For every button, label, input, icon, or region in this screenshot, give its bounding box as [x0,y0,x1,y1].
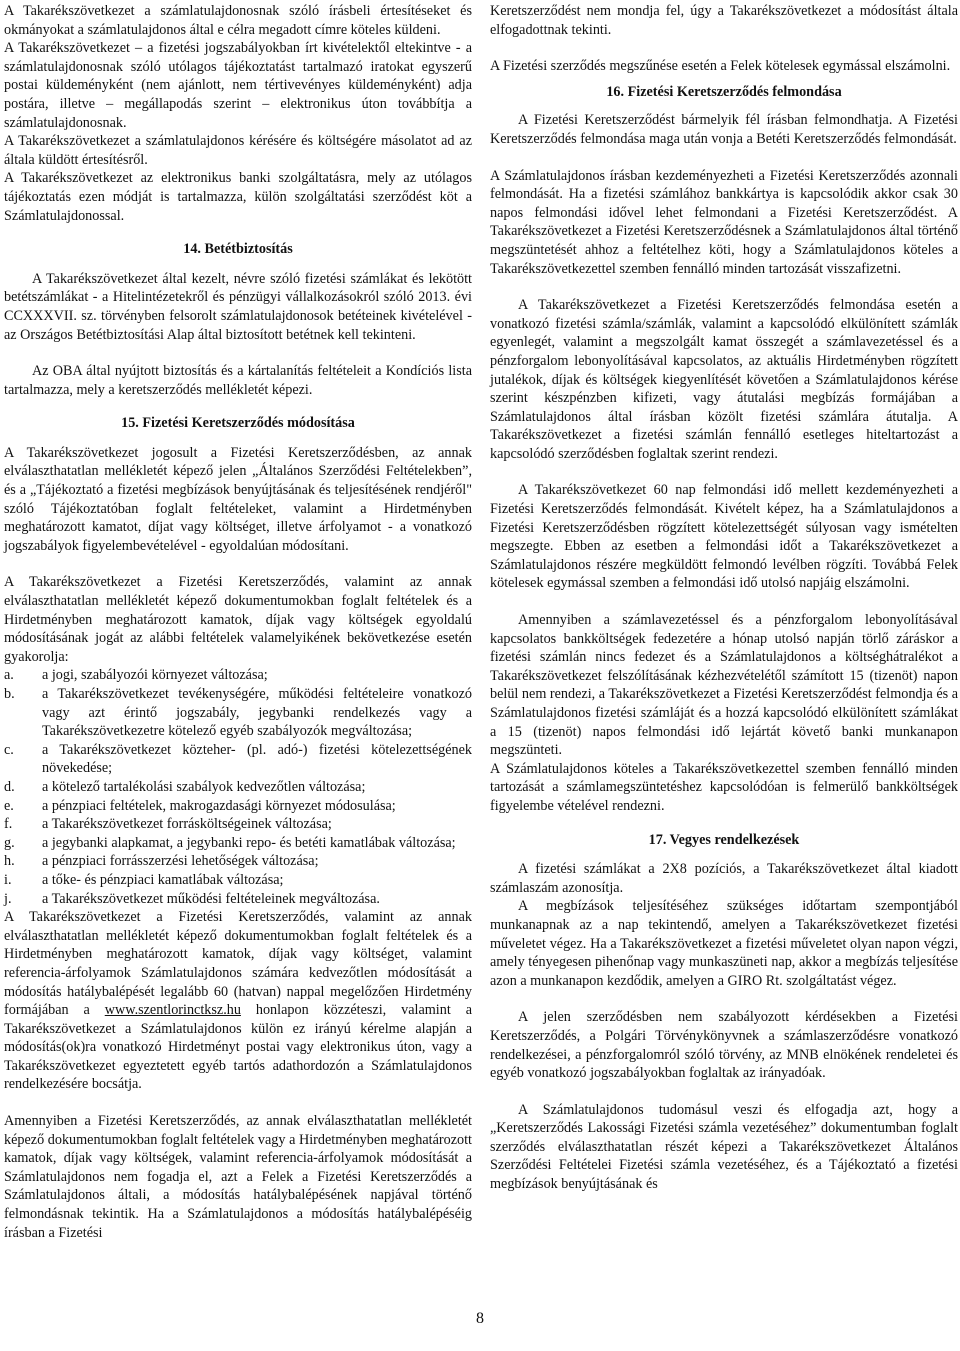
paragraph-acceptance: Keretszerződést nem mondja fel, úgy a Takarékszövetkezet a módosítást általa elfogadottnak tekinti. [490,3,958,38]
paragraph-immediate-termination: A Számlatulajdonos írásban kezdeményezheti a Fizetési Keretszerződés azonnali felmondását. Ha a fizetési számlához bankkártya is kapcsolódik akkor csak 30 napos felmondási idővel lehet felmondani a Fizetési Keretszerződést. A Takarékszövetkezet a Fizetési Keretszerződésnek a Számlatulajdonos által történő megszüntetését ahhoz a feltételhez köti, hogy a Számlatulajdonos köteles a Takarékszövetkezettel szemben fennálló minden tartozását visszafizetni. [490,167,958,277]
paragraph-termination: A Fizetési Keretszerződést bármelyik fél írásban felmondhatja. A Fizetési Keretszerződés felmondása maga után vonja a Betéti Keretszerződés felmondását. [490,112,958,147]
list-item: j. a Takarékszövetkezet működési feltételeinek megváltozása. [4,890,380,907]
list-item: e. a pénzpiaci feltételek, makrogazdasági környezet módosulása; [4,797,396,814]
list-item: c. a Takarékszövetkezet közteher- (pl. adó-) fizetési kötelezettségének növekedése; [4,741,472,777]
left-column [4,2,472,1242]
page-number: 8 [476,1310,484,1327]
website-link[interactable]: www.szentlorinctksz.hu [104,1002,241,1019]
paragraph-termination-settlement: A Takarékszövetkezet a Fizetési Keretszerződés felmondása esetén a vonatkozó fizetési számla/számlák, valamint a kapcsolódó elkülönített számlák egyenlegét, valamint a megszolgált kamat összegét a számlavezetéssel és a pénzforgalom lebonyolításával kapcsolatos, az aktuális Hirdetményben rögzített jutalékok, díjak és költségek kiegyenlítését követően a Számlatulajdonos kérése szerint készpénzben kifizeti, vagy átutalási megbízás formájában a Számlatulajdonos által írásban közölt fizetési számlára átutalja. A Takarékszövetkezet a fizetési számlán fennálló esetleges hiteltartozást a kapcsolódó szerződésben foglaltak szerint rendezi. [490,297,958,462]
condition-list [4,666,472,908]
section-heading-16: 16. Fizetési Keretszerződés felmondása [606,83,842,100]
paragraph-copy-request: A Takarékszövetkezet a számlatulajdonos kérésére és költségére másolatot ad az általa küldött értesítésről. [4,133,472,168]
paragraph-deposit-insurance: A Takarékszövetkezet által kezelt, névre szóló fizetési számlákat és lekötött betétszámlákat - a Hitelintézetekről és pénzügyi vállalkozásokról szóló 2013. évi CCXXXVII. sz. törvényben felsorolt számlatulajdonosok betéteinek kivételével - az Országos Betétbiztosítási Alap által biztosított betétnek kell tekinteni. [4,270,472,343]
list-item: h. a pénzpiaci forrásszerzési lehetőségek változása; [4,853,319,870]
paragraph-debt-settlement: A Számlatulajdonos köteles a Takarékszövetkezettel szemben fennálló minden tartozását a számlamegszüntetéshez kapcsolódóan is felmerülő bankköltségek figyelembe vételével rendezni. [490,760,958,814]
paragraph-notice-period: A Takarékszövetkezet 60 nap felmondási idő mellett kezdeményezheti a Fizetési Keretszerződés felmondását. Kivételt képez, ha a Számlatulajdonos a Fizetési Keretszerződésben rögzített kötelezettségét súlyosan vagy ismételten megszegte. Ebben az esetben a felmondási időt a Takarékszövetkezet a Számlatulajdonos részére megküldött felmondó levélben rögzíti. Továbbá Felek kötelesek egymással szemben a felmondási idő utolsó napjáig elszámolni. [490,482,958,592]
paragraph-acknowledgement: A Számlatulajdonos tudomásul veszi és elfogadja azt, hogy a „Keretszerződés Lakossági Fizetési számla vezetéséhez” dokumentumban foglalt szerződés elválaszthatatlan részét képezi a Takarékszövetkezet Általános Szerződési Feltételei Fizetési számla vezetéséhez, és a Tájékoztató a fizetési megbízások benyújtásának és [490,1101,958,1193]
paragraph-non-acceptance: Amennyiben a Fizetési Keretszerződés, az annak elválaszthatatlan mellékletét képező dokumentumokban foglalt feltételek vagy a Hirdetményben meghatározott kamatok, díjak vagy költségek, valamint referencia-árfolyamok módosítását a Számlatulajdonos nem fogadja el, azt a Felek a Fizetési Keretszerződés a Számlatulajdonos általi, a módosítás hatálybalépésének napjával történő felmondásnak tekintik. Ha a Számlatulajdonos a módosítás hatálybalépéséig írásban a Fizetési [4,1113,472,1241]
section-heading-15: 15. Fizetési Keretszerződés módosítása [121,415,355,432]
paragraph-governing-law: A jelen szerződésben nem szabályozott kérdésekben a Fizetési Keretszerződés, a Polgári Törvénykönyvnek a számlaszerződésre vonatkozó rendelkezései, a pénzforgalomról szóló törvény, az MNB elnökének rendeletei és egyéb vonatkozó jogszabályokban foglaltak az irányadóak. [490,1009,958,1082]
list-item: b. a Takarékszövetkezet tevékenységére, működési feltételeire vonatkozó vagy azt érintő jogszabály, jegybanki rendelkezés vagy a Takarékszövetkezetre kötelező egyéb szabályozók megváltozása; [4,686,472,740]
paragraph-account-number: A fizetési számlákat a 2X8 pozíciós, a Takarékszövetkezet által kiadott számlaszám azonosítja. [490,861,958,896]
paragraph-modification-conditions: A Takarékszövetkezet a Fizetési Keretszerződés, valamint az annak elválaszthatatlan mellékletét képező dokumentumokban foglalt feltételek és a Hirdetményben meghatározott kamatok, díjak vagy költségek egyoldalú módosításának jogát az alábbi feltételek valamelyikének bekövetkezése esetén gyakorolja: [4,574,472,665]
section-heading-14: 14. Betétbiztosítás [183,241,293,258]
paragraph-settlement: A Fizetési szerződés megszűnése esetén a Felek kötelesek egymással elszámolni. [490,58,951,75]
list-item: f. a Takarékszövetkezet forrásköltségeinek változása; [4,816,332,833]
paragraph-cost-arrears: Amennyiben a számlavezetéssel és a pénzforgalom lebonyolításával kapcsolatos bankköltségek fedezetére a hónap utolsó napján törlő záráskor a fizetési számlán nincs fedezet és a Számlatulajdonos a költséghátralékot a Takarékszövetkezet felszólításának kézhezvételétől számított 15 (tizenöt) napon belül nem rendezi, a Takarékszövetkezet a Fizetési Keretszerződést felmondja és a Számlatulajdonos fizetési számláját és a hozzá kapcsolódó elkülönített számlákat a 15 (tizenöt) napos felmondási idő lejártát követő banki munkanapon megszünteti. [490,612,958,759]
paragraph-oba: Az OBA által nyújtott biztosítás és a kártalanítás feltételeit a Kondíciós lista tartalmazza, mely a keretszerződés mellékletét képezi. [4,363,472,398]
list-item: i. a tőke- és pénzpiaci kamatlábak változása; [4,871,284,888]
paragraph-electronic-banking: A Takarékszövetkezet az elektronikus banki szolgáltatásra, mely az utólagos tájékoztatás ezen módját is tartalmazza, külön szolgáltatási szerződést köt a Számlatulajdonossal. [4,170,472,224]
paragraph-modification-right: A Takarékszövetkezet jogosult a Fizetési Keretszerződésben, az annak elválaszthatatlan mellékletét képező jelen „Általános Szerződési Feltételekben”, és a „Tájékoztató a fizetési megbízások benyújtásának és teljesítésének rendjéről" szóló Tájékoztatóban foglalt feltételeket, valamint a Hirdetményben meghatározott kamatot, díjat vagy költséget, illetve árfolyamot - a vonatkozó jogszabályok figyelembevételével - egyoldalúan módosítani. [4,444,472,554]
list-item: a. a jogi, szabályozói környezet változása; [4,667,268,684]
paragraph-postal-info: A Takarékszövetkezet – a fizetési jogszabályokban írt kivételektől eltekintve - a számlatulajdonosnak szóló utólagos tájékoztatást tartalmazó iratokat egyszerű postai küldeményként (nem ajánlott, nem tértivevényes küldeményként) adja postára, illetve – megállapodás szerint – elektronikus úton továbbítja a számlatulajdonosnak. [4,40,472,131]
section-heading-17: 17. Vegyes rendelkezések [648,831,800,848]
paragraph-notices: A Takarékszövetkezet a számlatulajdonosnak szóló írásbeli értesítéseket és okmányokat a számlatulajdonos által e célra megadott címre köteles küldeni. [4,3,472,38]
paragraph-unfavorable-modification: A Takarékszövetkezet a Fizetési Keretszerződés, valamint az annak elválaszthatatlan mellékletét képező dokumentumokban foglalt feltételek és a Hirdetményben meghatározott kamatok, díjak vagy költséget, valamint referencia-árfolyamok Számlatulajdonos számára kedvezőtlen módosítását a módosítás hatálybalépését legalább 60 (hatvan) nappal megelőzően Hirdetmény formájában a www.szentlorinctksz.hu honlapon közzéteszi, valamint a Takarékszövetkezet a Számlatulajdonos külön ez irányú kérelme alapján a módosítás(ok)ra vonatkozó Hirdetményt postai vagy elektronikus úton, vagy a Takarékszövetkezet egyeztetett egyéb tartós adathordozón a Számlatulajdonos rendelkezésére bocsátja. [4,909,472,1093]
right-column [490,2,958,1194]
paragraph-business-day: A megbízások teljesítéséhez szükséges időtartam szempontjából munkanapnak az a nap tekintendő, amelyen a Takarékszövetkezet fizetési műveletet végez. Ha a Takarékszövetkezet a fizetési műveletet olyan napon végzi, amely tényegesen pihenőnap vagy munkaszüneti nap, akkor a megbízás teljesítése azon a munkanapon kezdődik, amelyen a GIRO Rt. szolgáltatást végez. [490,898,958,989]
list-item: g. a jegybanki alapkamat, a jegybanki repo- és betéti kamatlábak változása; [4,834,456,851]
list-item: d. a kötelező tartalékolási szabályok kedvezőtlen változása; [4,778,366,795]
